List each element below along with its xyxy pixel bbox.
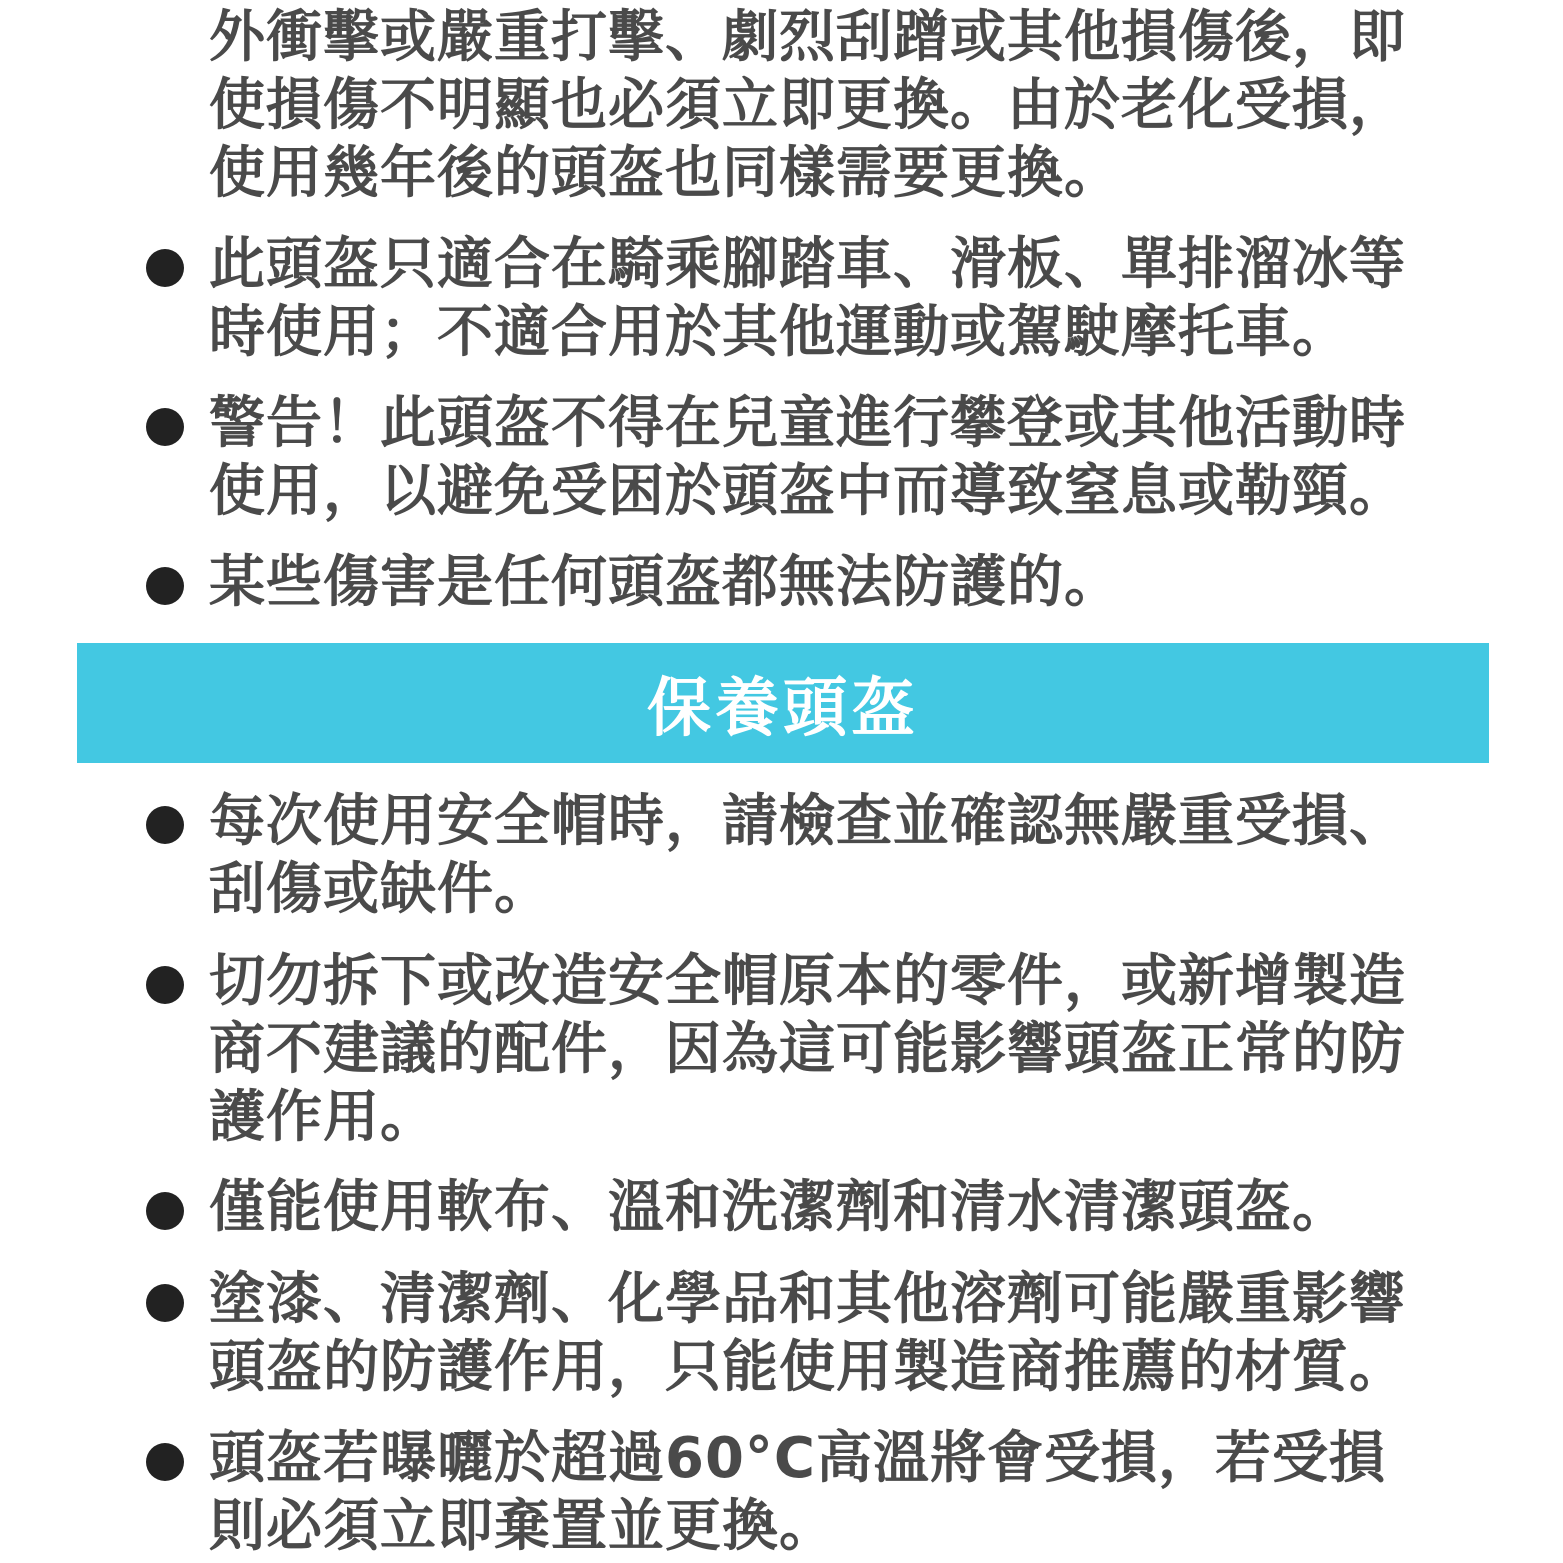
item-text: 此頭盔只適合在騎乘腳踏車、滑板、單排溜冰等時使用；不適合用於其他運動或駕駛摩托車。 xyxy=(209,232,1406,365)
list-item xyxy=(0,1425,1409,1561)
list-item xyxy=(0,231,1409,367)
bullet-icon xyxy=(146,567,184,605)
list-item xyxy=(0,1266,1409,1402)
care-list-item-4 xyxy=(0,1266,1563,1402)
care-list-item-5 xyxy=(0,1425,1563,1561)
list-item xyxy=(0,948,1409,1152)
item-text: 塗漆、清潔劑、化學品和其他溶劑可能嚴重影響頭盔的防護作用，只能使用製造商推薦的材質。 xyxy=(209,1267,1406,1400)
bullet-icon xyxy=(146,966,184,1004)
safety-list-item-2 xyxy=(0,231,1563,367)
safety-list xyxy=(0,4,1563,208)
item-text: 切勿拆下或改造安全帽原本的零件，或新增製造商不建議的配件，因為這可能影響頭盔正常的防護作用。 xyxy=(209,949,1406,1150)
item-text: 某些傷害是任何頭盔都無法防護的。 xyxy=(209,550,1121,615)
bullet-icon xyxy=(146,1192,184,1230)
bullet-icon xyxy=(146,1443,184,1481)
safety-list-item-3 xyxy=(0,390,1563,526)
care-list-item-2 xyxy=(0,948,1563,1152)
safety-list-item-4 xyxy=(0,549,1563,617)
item-text: 外衝擊或嚴重打擊、劇烈刮蹭或其他損傷後，即使損傷不明顯也必須立即更換。由於老化受損，使用幾年後的頭盔也同樣需要更換。 xyxy=(209,5,1406,206)
section-banner xyxy=(77,643,1489,763)
list-item xyxy=(0,788,1409,924)
bullet-icon xyxy=(146,806,184,844)
item-text: 頭盔若曝曬於超過60°C高溫將會受損，若受損則必須立即棄置並更換。 xyxy=(209,1426,1387,1559)
list-item xyxy=(0,4,1409,208)
bullet-icon xyxy=(146,1284,184,1322)
list-item xyxy=(0,390,1409,526)
section-title: 保養頭盔 xyxy=(647,672,919,746)
bullet-icon xyxy=(146,408,184,446)
item-text: 每次使用安全帽時，請檢查並確認無嚴重受損、刮傷或缺件。 xyxy=(209,789,1406,922)
bullet-icon xyxy=(146,249,184,287)
item-text: 僅能使用軟布、溫和洗潔劑和清水清潔頭盔。 xyxy=(209,1175,1349,1240)
care-list-item-1 xyxy=(0,788,1563,924)
item-text: 警告！此頭盔不得在兒童進行攀登或其他活動時使用，以避免受困於頭盔中而導致窒息或勒頸。 xyxy=(209,391,1406,524)
care-list-item-3 xyxy=(0,1174,1563,1242)
list-item xyxy=(0,549,1409,617)
list-item xyxy=(0,1174,1409,1242)
